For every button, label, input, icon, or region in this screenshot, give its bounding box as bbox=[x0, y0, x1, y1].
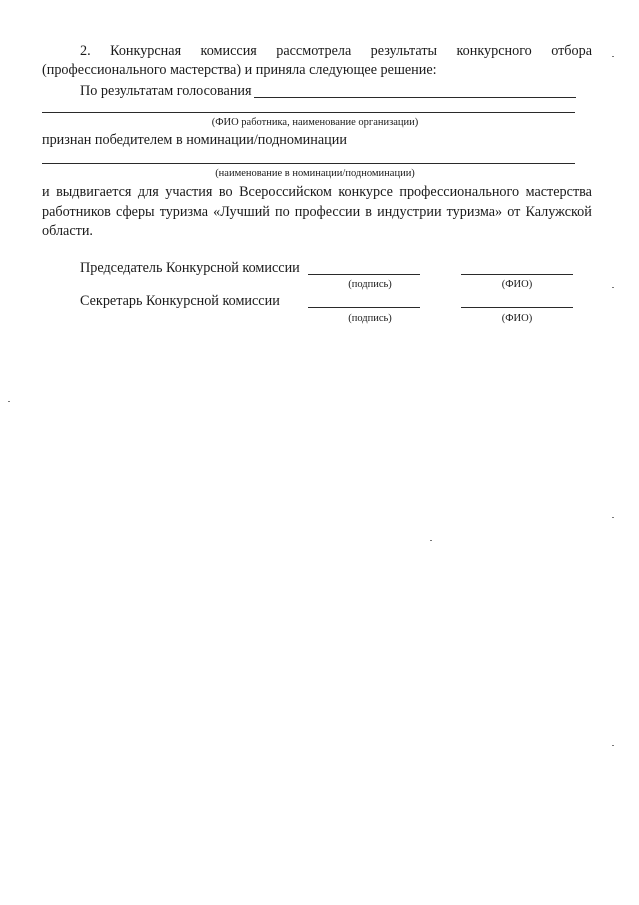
word: Всероссийском bbox=[239, 184, 332, 200]
word: участия bbox=[165, 184, 213, 200]
scan-speck bbox=[430, 540, 432, 541]
voting-label: По результатам голосования bbox=[80, 83, 252, 99]
word: Конкурсная bbox=[110, 43, 182, 59]
word: профессионального bbox=[399, 184, 520, 200]
secretary-fio-blank bbox=[461, 307, 573, 308]
word: по bbox=[274, 204, 290, 220]
word: конкурсного bbox=[456, 43, 532, 59]
word: индустрии bbox=[377, 204, 442, 220]
word: работников bbox=[42, 204, 111, 220]
word: 2. bbox=[80, 43, 91, 59]
word: сферы bbox=[115, 204, 155, 220]
word: во bbox=[218, 184, 233, 200]
fio-caption: (ФИО работника, наименование организации) bbox=[211, 117, 419, 128]
chairman-label: Председатель Конкурсной комиссии bbox=[80, 260, 300, 276]
voting-result-blank bbox=[254, 97, 576, 98]
word: отбора bbox=[551, 43, 592, 59]
word: результаты bbox=[370, 43, 438, 59]
paragraph-2-line-1 bbox=[80, 42, 592, 61]
scan-speck bbox=[612, 517, 614, 518]
scan-speck bbox=[8, 401, 10, 402]
word: рассмотрела bbox=[276, 43, 352, 59]
scan-speck bbox=[612, 745, 614, 746]
word: комиссия bbox=[200, 43, 257, 59]
chairman-fio-caption: (ФИО) bbox=[501, 279, 533, 290]
word: для bbox=[137, 184, 159, 200]
nomination-caption: (наименование в номинации/подноминации) bbox=[215, 168, 415, 179]
nominated-line-3: области. bbox=[42, 223, 93, 239]
nominated-line-1 bbox=[42, 183, 592, 202]
nomination-blank-line bbox=[42, 163, 575, 164]
chairman-fio-blank bbox=[461, 274, 573, 275]
word: от bbox=[507, 204, 521, 220]
word: и bbox=[42, 184, 50, 200]
nominated-line-2 bbox=[42, 203, 592, 222]
secretary-fio-caption: (ФИО) bbox=[501, 313, 533, 324]
scan-speck bbox=[612, 56, 614, 57]
secretary-signature-caption: (подпись) bbox=[348, 313, 392, 324]
word: конкурсе bbox=[338, 184, 393, 200]
word: в bbox=[365, 204, 372, 220]
word: профессии bbox=[294, 204, 361, 220]
word: туризма bbox=[159, 204, 209, 220]
paragraph-2-line-2: (профессионального мастерства) и приняла следующее решение: bbox=[42, 62, 437, 78]
word: мастерства bbox=[525, 184, 592, 200]
chairman-signature-caption: (подпись) bbox=[348, 279, 392, 290]
secretary-label: Секретарь Конкурсной комиссии bbox=[80, 293, 280, 309]
word: Калужской bbox=[525, 204, 592, 220]
word: выдвигается bbox=[56, 184, 132, 200]
word: туризма» bbox=[446, 204, 503, 220]
winner-text: признан победителем в номинации/подноминации bbox=[42, 132, 347, 148]
scan-speck bbox=[612, 287, 614, 288]
fio-blank-line bbox=[42, 112, 575, 113]
secretary-signature-blank bbox=[308, 307, 420, 308]
word: «Лучший bbox=[213, 204, 270, 220]
chairman-signature-blank bbox=[308, 274, 420, 275]
